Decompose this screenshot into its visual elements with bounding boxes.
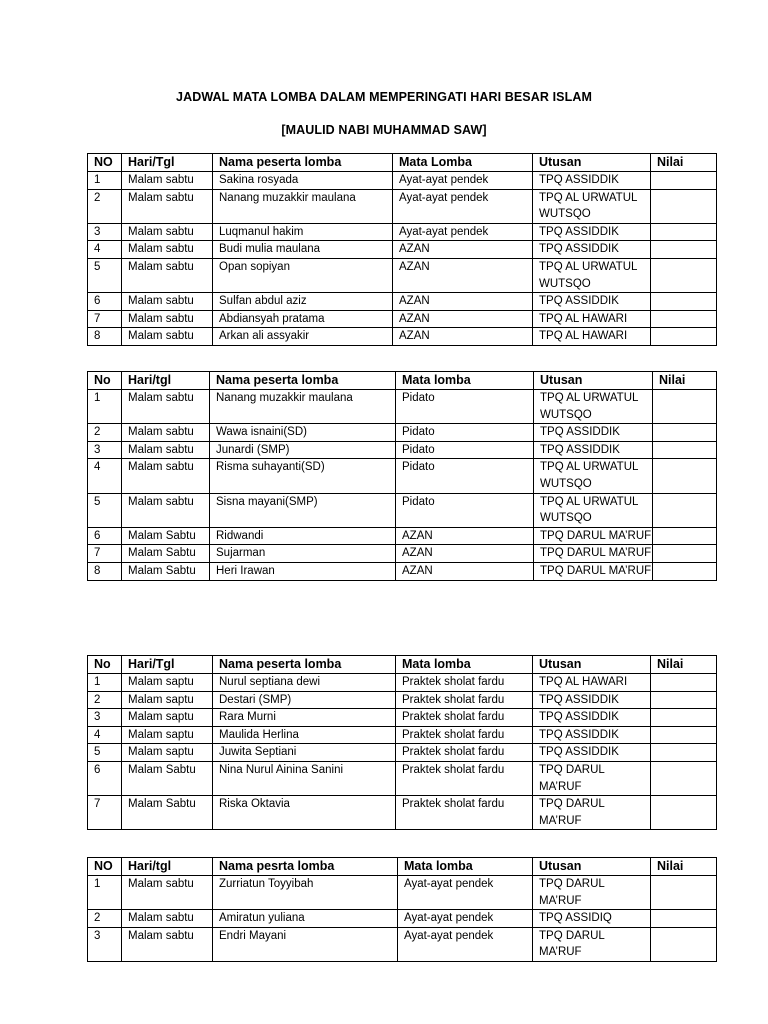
column-header-no: No	[88, 656, 122, 674]
cell-nilai	[653, 562, 717, 580]
cell-mata-lomba: Praktek sholat fardu	[396, 761, 533, 795]
table-row	[88, 223, 717, 241]
cell-utusan: TPQ AL URWATUL WUTSQO	[534, 493, 653, 527]
cell-hari-tgl: Malam sabtu	[122, 876, 213, 910]
cell-nilai	[653, 545, 717, 563]
cell-mata-lomba: Pidato	[396, 424, 534, 442]
schedule-table-1	[87, 153, 717, 346]
cell-no: 7	[88, 796, 122, 830]
cell-nilai	[653, 459, 717, 493]
cell-no: 2	[88, 424, 122, 442]
cell-nama-peserta: Rara Murni	[213, 709, 396, 727]
cell-nilai	[651, 310, 717, 328]
column-header-hari-tgl: Hari/tgl	[122, 858, 213, 876]
cell-utusan: TPQ DARUL MA’RUF	[533, 927, 651, 961]
cell-nilai	[651, 328, 717, 346]
cell-no: 2	[88, 910, 122, 928]
cell-hari-tgl: Malam sabtu	[122, 910, 213, 928]
header-row	[88, 656, 717, 674]
cell-hari-tgl: Malam sabtu	[122, 258, 213, 292]
cell-utusan: TPQ AL URWATUL WUTSQO	[533, 189, 651, 223]
cell-mata-lomba: AZAN	[393, 310, 533, 328]
table-row	[88, 328, 717, 346]
cell-nilai	[651, 241, 717, 259]
table-row	[88, 744, 717, 762]
cell-mata-lomba: Ayat-ayat pendek	[393, 189, 533, 223]
header-row	[88, 858, 717, 876]
cell-nama-peserta: Abdiansyah pratama	[213, 310, 393, 328]
cell-hari-tgl: Malam saptu	[122, 709, 213, 727]
cell-hari-tgl: Malam sabtu	[122, 441, 210, 459]
table-row	[88, 691, 717, 709]
cell-utusan: TPQ ASSIDDIK	[533, 726, 651, 744]
column-header-nilai: Nilai	[651, 858, 717, 876]
cell-hari-tgl: Malam Sabtu	[122, 527, 210, 545]
table-row	[88, 527, 717, 545]
cell-mata-lomba: AZAN	[396, 562, 534, 580]
cell-nama-peserta: Sujarman	[210, 545, 396, 563]
cell-no: 1	[88, 172, 122, 190]
cell-mata-lomba: Praktek sholat fardu	[396, 691, 533, 709]
header-row	[88, 372, 717, 390]
cell-nama-peserta: Destari (SMP)	[213, 691, 396, 709]
cell-hari-tgl: Malam sabtu	[122, 927, 213, 961]
table-row	[88, 761, 717, 795]
cell-utusan: TPQ ASSIDDIK	[533, 691, 651, 709]
cell-mata-lomba: Ayat-ayat pendek	[393, 223, 533, 241]
table-row	[88, 796, 717, 830]
cell-no: 7	[88, 545, 122, 563]
cell-mata-lomba: Praktek sholat fardu	[396, 796, 533, 830]
cell-no: 6	[88, 527, 122, 545]
cell-nilai	[651, 172, 717, 190]
cell-nama-peserta: Maulida Herlina	[213, 726, 396, 744]
cell-nama-peserta: Heri Irawan	[210, 562, 396, 580]
table-row	[88, 493, 717, 527]
column-header-utusan: Utusan	[533, 656, 651, 674]
cell-no: 8	[88, 328, 122, 346]
table-row	[88, 258, 717, 292]
cell-no: 1	[88, 876, 122, 910]
cell-nama-peserta: Ridwandi	[210, 527, 396, 545]
cell-no: 3	[88, 709, 122, 727]
table-row	[88, 726, 717, 744]
table-row	[88, 709, 717, 727]
column-header-utusan: Utusan	[533, 154, 651, 172]
cell-nilai	[651, 293, 717, 311]
column-header-nama-peserta: Nama peserta lomba	[210, 372, 396, 390]
column-header-hari-tgl: Hari/tgl	[122, 372, 210, 390]
cell-mata-lomba: Pidato	[396, 459, 534, 493]
cell-nilai	[651, 189, 717, 223]
cell-no: 5	[88, 493, 122, 527]
cell-hari-tgl: Malam sabtu	[122, 293, 213, 311]
column-header-no: NO	[88, 154, 122, 172]
column-header-no: No	[88, 372, 122, 390]
cell-mata-lomba: AZAN	[393, 328, 533, 346]
cell-mata-lomba: Ayat-ayat pendek	[398, 927, 533, 961]
document-title: JADWAL MATA LOMBA DALAM MEMPERINGATI HARI BESAR ISLAM	[176, 90, 592, 104]
cell-hari-tgl: Malam sabtu	[122, 424, 210, 442]
cell-nama-peserta: Nina Nurul Ainina Sanini	[213, 761, 396, 795]
cell-nilai	[653, 390, 717, 424]
cell-mata-lomba: Praktek sholat fardu	[396, 744, 533, 762]
cell-mata-lomba: Ayat-ayat pendek	[393, 172, 533, 190]
cell-nama-peserta: Sisna mayani(SMP)	[210, 493, 396, 527]
table-row	[88, 459, 717, 493]
cell-utusan: TPQ DARUL MA’RUF	[534, 527, 653, 545]
column-header-utusan: Utusan	[533, 858, 651, 876]
cell-no: 2	[88, 691, 122, 709]
cell-utusan: TPQ ASSIDDIK	[533, 241, 651, 259]
cell-hari-tgl: Malam sabtu	[122, 223, 213, 241]
table-row	[88, 562, 717, 580]
column-header-mata-lomba: Mata lomba	[396, 372, 534, 390]
cell-no: 5	[88, 744, 122, 762]
cell-hari-tgl: Malam sabtu	[122, 310, 213, 328]
cell-no: 4	[88, 726, 122, 744]
column-header-nama-peserta: Nama peserta lomba	[213, 656, 396, 674]
cell-hari-tgl: Malam sabtu	[122, 390, 210, 424]
cell-hari-tgl: Malam saptu	[122, 674, 213, 692]
cell-hari-tgl: Malam sabtu	[122, 328, 213, 346]
cell-mata-lomba: AZAN	[393, 258, 533, 292]
cell-nama-peserta: Zurriatun Toyyibah	[213, 876, 398, 910]
table-row	[88, 390, 717, 424]
cell-nilai	[651, 796, 717, 830]
header-row	[88, 154, 717, 172]
cell-no: 1	[88, 390, 122, 424]
cell-utusan: TPQ ASSIDDIK	[533, 293, 651, 311]
cell-nilai	[651, 223, 717, 241]
column-header-no: NO	[88, 858, 122, 876]
cell-mata-lomba: Ayat-ayat pendek	[398, 910, 533, 928]
cell-utusan: TPQ AL HAWARI	[533, 310, 651, 328]
cell-utusan: TPQ DARUL MA’RUF	[534, 562, 653, 580]
column-header-hari-tgl: Hari/Tgl	[122, 656, 213, 674]
cell-nilai	[651, 258, 717, 292]
schedule-table-4	[87, 857, 717, 962]
cell-no: 4	[88, 241, 122, 259]
column-header-nilai: Nilai	[653, 372, 717, 390]
cell-hari-tgl: Malam Sabtu	[122, 761, 213, 795]
cell-utusan: TPQ ASSIDIQ	[533, 910, 651, 928]
schedule-table-3	[87, 655, 717, 830]
table-row	[88, 545, 717, 563]
column-header-nama-peserta: Nama pesrta lomba	[213, 858, 398, 876]
cell-hari-tgl: Malam sabtu	[122, 172, 213, 190]
cell-nama-peserta: Sulfan abdul aziz	[213, 293, 393, 311]
cell-nama-peserta: Endri Mayani	[213, 927, 398, 961]
cell-nilai	[651, 674, 717, 692]
cell-mata-lomba: Praktek sholat fardu	[396, 674, 533, 692]
cell-nilai	[651, 910, 717, 928]
cell-utusan: TPQ AL URWATUL WUTSQO	[534, 459, 653, 493]
cell-nilai	[653, 424, 717, 442]
cell-mata-lomba: AZAN	[393, 293, 533, 311]
cell-hari-tgl: Malam Sabtu	[122, 796, 213, 830]
cell-nama-peserta: Wawa isnaini(SD)	[210, 424, 396, 442]
column-header-hari-tgl: Hari/Tgl	[122, 154, 213, 172]
cell-nilai	[651, 691, 717, 709]
column-header-utusan: Utusan	[534, 372, 653, 390]
cell-nama-peserta: Nanang muzakkir maulana	[213, 189, 393, 223]
cell-nama-peserta: Juwita Septiani	[213, 744, 396, 762]
table-row	[88, 293, 717, 311]
cell-nama-peserta: Riska Oktavia	[213, 796, 396, 830]
cell-utusan: TPQ DARUL MA’RUF	[534, 545, 653, 563]
cell-hari-tgl: Malam saptu	[122, 726, 213, 744]
cell-mata-lomba: AZAN	[396, 545, 534, 563]
cell-utusan: TPQ ASSIDDIK	[534, 441, 653, 459]
cell-mata-lomba: AZAN	[393, 241, 533, 259]
cell-mata-lomba: Praktek sholat fardu	[396, 709, 533, 727]
column-header-mata-lomba: Mata lomba	[396, 656, 533, 674]
cell-utusan: TPQ ASSIDDIK	[533, 744, 651, 762]
column-header-nilai: Nilai	[651, 656, 717, 674]
cell-nama-peserta: Nanang muzakkir maulana	[210, 390, 396, 424]
cell-nilai	[653, 527, 717, 545]
schedule-table-2	[87, 371, 717, 581]
cell-mata-lomba: Ayat-ayat pendek	[398, 876, 533, 910]
column-header-mata-lomba: Mata lomba	[398, 858, 533, 876]
cell-hari-tgl: Malam sabtu	[122, 493, 210, 527]
cell-no: 4	[88, 459, 122, 493]
table-row	[88, 310, 717, 328]
cell-nilai	[651, 744, 717, 762]
cell-utusan: TPQ ASSIDDIK	[533, 172, 651, 190]
table-row	[88, 674, 717, 692]
table-row	[88, 927, 717, 961]
cell-mata-lomba: Praktek sholat fardu	[396, 726, 533, 744]
table-row	[88, 876, 717, 910]
cell-nilai	[651, 709, 717, 727]
table-row	[88, 241, 717, 259]
cell-hari-tgl: Malam Sabtu	[122, 545, 210, 563]
cell-nilai	[653, 441, 717, 459]
column-header-mata-lomba: Mata Lomba	[393, 154, 533, 172]
cell-nilai	[651, 726, 717, 744]
document-subtitle: [MAULID NABI MUHAMMAD SAW]	[281, 123, 487, 137]
cell-mata-lomba: Pidato	[396, 441, 534, 459]
cell-utusan: TPQ AL URWATUL WUTSQO	[534, 390, 653, 424]
table-row	[88, 172, 717, 190]
cell-mata-lomba: AZAN	[396, 527, 534, 545]
cell-mata-lomba: Pidato	[396, 390, 534, 424]
cell-nama-peserta: Junardi (SMP)	[210, 441, 396, 459]
cell-nilai	[653, 493, 717, 527]
column-header-nama-peserta: Nama peserta lomba	[213, 154, 393, 172]
cell-mata-lomba: Pidato	[396, 493, 534, 527]
cell-utusan: TPQ ASSIDDIK	[533, 709, 651, 727]
cell-nama-peserta: Risma suhayanti(SD)	[210, 459, 396, 493]
cell-no: 3	[88, 927, 122, 961]
cell-no: 3	[88, 441, 122, 459]
cell-no: 6	[88, 761, 122, 795]
cell-nama-peserta: Luqmanul hakim	[213, 223, 393, 241]
cell-no: 3	[88, 223, 122, 241]
cell-utusan: TPQ ASSIDDIK	[534, 424, 653, 442]
cell-hari-tgl: Malam sabtu	[122, 241, 213, 259]
cell-no: 8	[88, 562, 122, 580]
cell-utusan: TPQ AL URWATUL WUTSQO	[533, 258, 651, 292]
table-row	[88, 441, 717, 459]
cell-no: 7	[88, 310, 122, 328]
cell-no: 2	[88, 189, 122, 223]
cell-nama-peserta: Arkan ali assyakir	[213, 328, 393, 346]
table-row	[88, 424, 717, 442]
cell-utusan: TPQ AL HAWARI	[533, 674, 651, 692]
cell-no: 6	[88, 293, 122, 311]
table-row	[88, 910, 717, 928]
table-row	[88, 189, 717, 223]
cell-utusan: TPQ ASSIDDIK	[533, 223, 651, 241]
cell-nama-peserta: Amiratun yuliana	[213, 910, 398, 928]
cell-utusan: TPQ AL HAWARI	[533, 328, 651, 346]
cell-no: 5	[88, 258, 122, 292]
cell-utusan: TPQ DARUL MA’RUF	[533, 761, 651, 795]
cell-hari-tgl: Malam saptu	[122, 744, 213, 762]
cell-nilai	[651, 876, 717, 910]
cell-nama-peserta: Sakina rosyada	[213, 172, 393, 190]
cell-hari-tgl: Malam sabtu	[122, 189, 213, 223]
cell-utusan: TPQ DARUL MA’RUF	[533, 876, 651, 910]
cell-nama-peserta: Opan sopiyan	[213, 258, 393, 292]
cell-hari-tgl: Malam sabtu	[122, 459, 210, 493]
cell-nama-peserta: Nurul septiana dewi	[213, 674, 396, 692]
column-header-nilai: Nilai	[651, 154, 717, 172]
cell-utusan: TPQ DARUL MA’RUF	[533, 796, 651, 830]
cell-no: 1	[88, 674, 122, 692]
cell-nilai	[651, 927, 717, 961]
cell-hari-tgl: Malam Sabtu	[122, 562, 210, 580]
cell-nama-peserta: Budi mulia maulana	[213, 241, 393, 259]
cell-nilai	[651, 761, 717, 795]
cell-hari-tgl: Malam saptu	[122, 691, 213, 709]
